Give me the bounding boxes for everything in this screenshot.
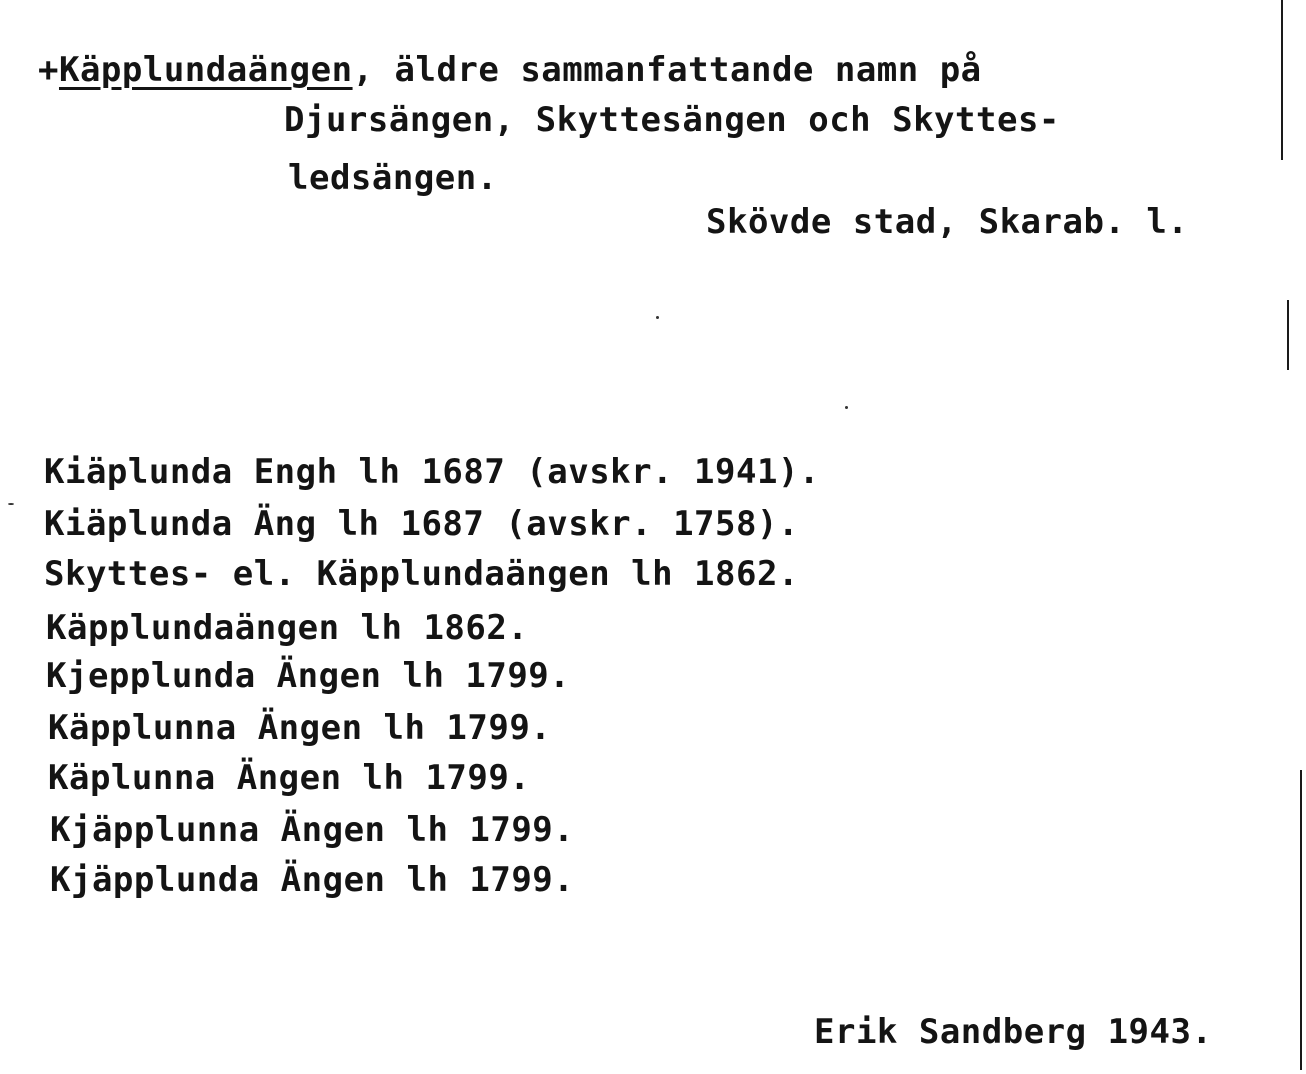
- entry-prefix: +: [38, 50, 59, 90]
- scan-edge-line-middle: [1287, 300, 1289, 370]
- scan-speck: [8, 503, 14, 505]
- entry-line-1: [38, 50, 982, 90]
- attestation-line: Käpplundaängen lh 1862.: [46, 608, 529, 648]
- attestation-line: Kiäplunda Äng lh 1687 (avskr. 1758).: [44, 504, 799, 544]
- definition-line-2: Djursängen, Skyttesängen och Skyttes-: [284, 100, 1060, 140]
- attestation-line: Kiäplunda Engh lh 1687 (avskr. 1941).: [44, 452, 820, 492]
- attestation-line: Skyttes- el. Käpplundaängen lh 1862.: [44, 554, 799, 594]
- definition-line-1: , äldre sammanfattande namn på: [352, 50, 982, 90]
- location: Skövde stad, Skarab. l.: [706, 202, 1189, 242]
- definition-line-3: ledsängen.: [288, 158, 498, 198]
- attestation-line: Kjepplunda Ängen lh 1799.: [46, 656, 571, 696]
- attestation-line: Kjäpplunda Ängen lh 1799.: [50, 860, 575, 900]
- scan-edge-line-bottom: [1300, 770, 1302, 1070]
- headword: Käpplundaängen: [58, 50, 353, 90]
- attestation-line: Käpplunna Ängen lh 1799.: [48, 708, 552, 748]
- scan-speck: [656, 316, 659, 319]
- scan-edge-line-top: [1281, 0, 1283, 160]
- attestation-line: Kjäpplunna Ängen lh 1799.: [50, 810, 575, 850]
- attestation-line: Käplunna Ängen lh 1799.: [48, 758, 531, 798]
- scan-speck: [845, 406, 848, 409]
- signature: Erik Sandberg 1943.: [814, 1012, 1213, 1052]
